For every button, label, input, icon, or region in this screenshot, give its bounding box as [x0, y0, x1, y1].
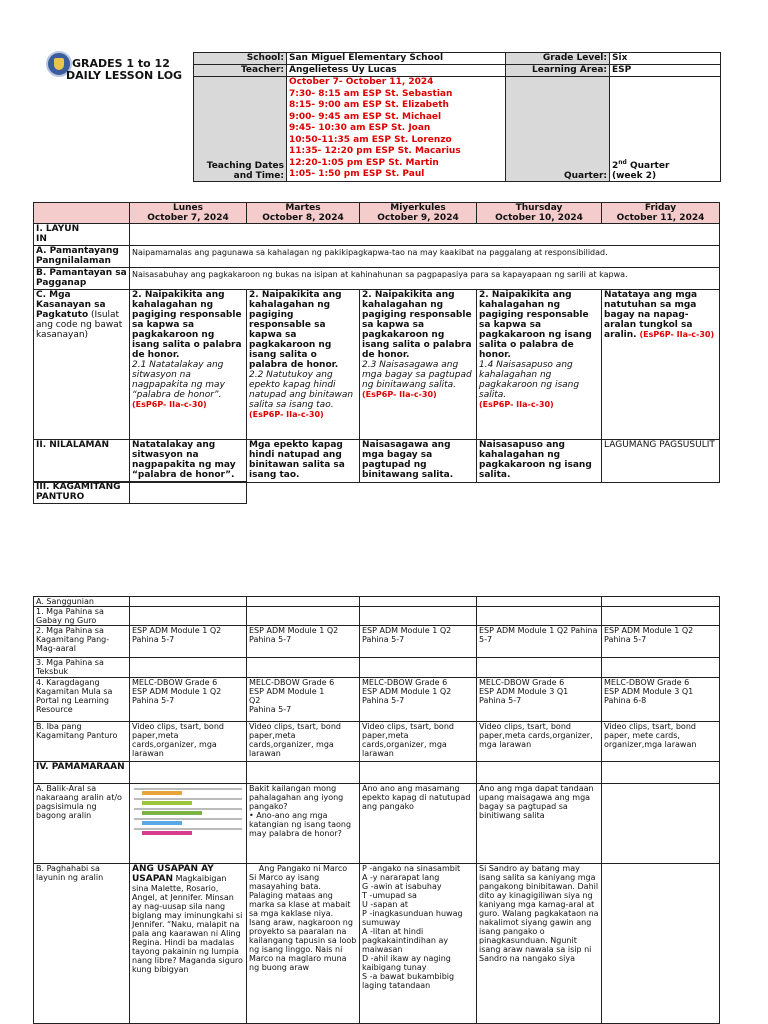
thumbnail-answer-bar [142, 801, 192, 805]
kasanayan-cell-2: 2. Naipakikita ang kahalagahan ng pagiging responsable sa kapwa sa pagkakaroon ng isang salita o palabra de honor. 2.2 Natutukoy ang epekto kapag hindi natupad ang binitawan salita sa isang tao. (EsP6P- IIa-c-30) [247, 290, 360, 440]
karagdagang-cell-5: MELC-DBOW Grade 6 ESP ADM Module 3 Q1 Pahina 6-8 [602, 678, 720, 722]
day-header-2: Martes October 8, 2024 [247, 203, 360, 224]
thumbnail-answer-bar [142, 791, 182, 795]
karagdagang-cell-2: MELC-DBOW Grade 6 ESP ADM Module 1 Q2 Pahina 5-7 [247, 678, 360, 722]
nilalaman-cell-5: LAGUMANG PAGSUSULIT [602, 440, 720, 483]
form-title: GRADES 1 to 12 DAILY LESSON LOG [66, 57, 183, 82]
day-header-5: Friday October 11, 2024 [602, 203, 720, 224]
day-header-1: Lunes October 7, 2024 [130, 203, 247, 224]
iba-cell-2: Video clips, tsart, bond paper,meta cards,organizer, mga larawan [247, 722, 360, 762]
kagamitang-cell-3: ESP ADM Module 1 Q2 Pahina 5-7 [360, 626, 477, 658]
header-blank-cell [34, 203, 130, 224]
iba-cell-4: Video clips, tsart, bond paper,meta cards,organizer, mga larawan [477, 722, 602, 762]
learning-area-value: ESP [610, 65, 721, 77]
layunin-title: I. LAYUN IN [34, 224, 130, 246]
lesson-table-objectives [33, 202, 720, 483]
kagamitan-blank [130, 482, 247, 504]
lesson-table-materials [33, 596, 720, 1024]
nilalaman-cell-1: Natatalakay ang sitwasyon na nagpapakita ng may “palabra de honor”. [130, 440, 247, 483]
nilalaman-cell-2: Mga epekto kapag hindi natupad ang binitawan salita sa isang tao. [247, 440, 360, 483]
kasanayan-cell-4: 2. Naipakikita ang kahalagahan ng pagiging responsable sa kapwa sa pagkakaroon ng isang salita o palabra de honor. 1.4 Naisasapuso ang kahalagahan ng pagkakaroon ng isang salita. (EsP6P- IIa-c-30) [477, 290, 602, 440]
header-table [193, 52, 721, 182]
paghahabi-label: B. Paghahabi sa layunin ng aralin [34, 864, 130, 1024]
kagamitan-row [33, 481, 247, 504]
day-header-4: Thursday October 10, 2024 [477, 203, 602, 224]
iba-cell-1: Video clips, tsart, bond paper,meta cards,organizer, mga larawan [130, 722, 247, 762]
kagamitang-pang-mag-aaral-label: 2. Mga Pahina sa Kagamitang Pang-Mag-aaral [34, 626, 130, 658]
pamamaraan-label: IV. PAMAMARAAN [34, 762, 130, 784]
thumbnail-answer-bar [142, 831, 192, 835]
iba-cell-3: Video clips, tsart, bond paper,meta cards,organizer, mga larawan [360, 722, 477, 762]
paghahabi-cell-3: P -angako na sinasambit A -y nararapat lang G -awin at isabuhay T -umupad sa U -sapan at P -inagkasunduan huwag sumuway A -litan at hindi pagkakaintindihan ay maiwasan D -ahil ikaw ay naging kaibigang tunay S -a bawat bukambibig laging tatandaan [360, 864, 477, 1024]
thumbnail-answer-bar [142, 821, 182, 825]
paghahabi-cell-1: ANG USAPAN AY USAPAN Magkaibigan sina Malette, Rosario, Angel, at Jennifer. Minsan ay nag-uusap sila nang biglang may iminungkahi si Jennifer. “Naku, malapit na pala ang kaarawan ni Aling Regina. Hindi ba madalas tayong pakainin ng lumpia nang libre? Maganda siguro kung bibigyan [130, 864, 247, 1024]
balik-aral-label: A. Balik-Aral sa nakaraang aralin at/o pagsisimula ng bagong aralin [34, 784, 130, 864]
sanggunian-label: A. Sanggunian [34, 597, 130, 607]
balik-aral-cell-2: Bakit kailangan mong pahalagahan ang iyong pangako? • Ano-ano ang mga katangian ng isang taong may palabra de honor? [247, 784, 360, 864]
balik-aral-worksheet-thumbnail [130, 784, 247, 864]
balik-aral-cell-5 [602, 784, 720, 864]
teaching-dates-label: Teaching Dates and Time: [194, 77, 287, 182]
thumbnail-text-line [134, 818, 242, 820]
kagamitang-cell-4: ESP ADM Module 1 Q2 Pahina 5-7 [477, 626, 602, 658]
layunin-blank [130, 224, 720, 246]
kasanayan-label: C. Mga Kasanayan sa Pagkatuto (Isulat ang code ng bawat kasanayan) [34, 290, 130, 440]
nilalaman-cell-4: Naisasapuso ang kahalagahan ng pagkakaroon ng isang salita. [477, 440, 602, 483]
kasanayan-cell-3: 2. Naipakikita ang kahalagahan ng pagiging responsable sa kapwa sa pagkakaroon ng isang salita o palabra de honor. 2.3 Naisasagawa ang mga bagay sa pagtupad ng binitawang salita. (EsP6P- IIa-c-30) [360, 290, 477, 440]
schedule-value: October 7- October 11, 2024 7:30- 8:15 am ESP St. Sebastian 8:15- 9:00 am ESP St. Elizabeth 9:00- 9:45 am ESP St. Michael 9:45- 10:30 am ESP St. Joan 10:50-11:35 am ESP St. Lorenzo 11:35- 12:20 pm ESP St. Macarius 12:20-1:05 pm ESP St. Martin 1:05- 1:50 pm ESP St. Paul [287, 77, 506, 182]
kasanayan-cell-1: 2. Naipakikita ang kahalagahan ng pagiging responsable sa kapwa sa pagkakaroon ng isang salita o palabra de honor. 2.1 Natatalakay ang sitwasyon na nagpapakita ng may “palabra de honor”. (EsP6P- IIa-c-30) [130, 290, 247, 440]
thumbnail-answer-bar [142, 811, 202, 815]
teacher-label: Teacher: [194, 65, 287, 77]
kasanayan-cell-5: Natataya ang mga natutuhan sa mga bagay na napag-aralan tungkol sa aralin. (EsP6P- IIa-c-30) [602, 290, 720, 440]
kagamitan-label: III. KAGAMITANG PANTURO [34, 482, 130, 504]
balik-aral-cell-3: Ano ano ang masamang epekto kapag di natutupad ang pangako [360, 784, 477, 864]
kagamitang-cell-2: ESP ADM Module 1 Q2 Pahina 5-7 [247, 626, 360, 658]
iba-cell-5: Video clips, tsart, bond paper, mete cards, organizer,mga larawan [602, 722, 720, 762]
thumbnail-text-line [134, 788, 242, 790]
kagamitang-cell-1: ESP ADM Module 1 Q2 Pahina 5-7 [130, 626, 247, 658]
iba-pang-kagamitan-label: B. Iba pang Kagamitang Panturo [34, 722, 130, 762]
teksbuk-label: 3. Mga Pahina sa Teksbuk [34, 658, 130, 678]
teacher-value: Angelietess Uy Lucas [287, 65, 506, 77]
school-label: School: [194, 53, 287, 65]
gabay-guro-label: 1. Mga Pahina sa Gabay ng Guro [34, 607, 130, 626]
kagamitang-cell-5: ESP ADM Module 1 Q2 Pahina 5-7 [602, 626, 720, 658]
grade-level-value: Six [610, 53, 721, 65]
nilalaman-cell-3: Naisasagawa ang mga bagay sa pagtupad ng binitawang salita. [360, 440, 477, 483]
pamantayan-pagganap-label: B. Pamantayan sa Pagganap [34, 268, 130, 290]
pamantayang-pangnilalaman-text: Naipamamalas ang pagunawa sa kahalagan ng pakikipagkapwa-tao na may kaakibat na paggalang at responsibilidad. [130, 246, 720, 268]
school-value: San Miguel Elementary School [287, 53, 506, 65]
nilalaman-label: II. NILALAMAN [34, 440, 130, 483]
thumbnail-text-line [134, 798, 242, 800]
pamantayang-pangnilalaman-label: A. Pamantayang Pangnilalaman [34, 246, 130, 268]
grade-level-label: Grade Level: [506, 53, 610, 65]
quarter-value: 2nd Quarter (week 2) [610, 77, 721, 182]
karagdagang-cell-1: MELC-DBOW Grade 6 ESP ADM Module 1 Q2 Pahina 5-7 [130, 678, 247, 722]
karagdagang-kagamitan-label: 4. Karagdagang Kagamitan Mula sa Portal ng Learning Resource [34, 678, 130, 722]
balik-aral-cell-4: Ano ang mga dapat tandaan upang maisagawa ang mga bagay sa pagtupad sa binitiwang salita [477, 784, 602, 864]
karagdagang-cell-3: MELC-DBOW Grade 6 ESP ADM Module 1 Q2 Pahina 5-7 [360, 678, 477, 722]
quarter-label: Quarter: [506, 77, 610, 182]
pamantayan-pagganap-text: Naisasabuhay ang pagkakaroon ng bukas na isipan at kahinahunan sa pagpapasiya para sa kapayapaan ng sarili at kapwa. [130, 268, 720, 290]
thumbnail-text-line [134, 828, 242, 830]
karagdagang-cell-4: MELC-DBOW Grade 6 ESP ADM Module 3 Q1 Pahina 5-7 [477, 678, 602, 722]
paghahabi-cell-2: Ang Pangako ni Marco Si Marco ay isang masayahing bata. Palaging mataas ang marka sa klase at mabait sa mga kaklase niya. Isang araw, nagkaroon ng proyekto sa paaralan na kailangang tapusin sa loob ng isang linggo. Nais ni Marco na maglaro muna ng buong araw [247, 864, 360, 1024]
learning-area-label: Learning Area: [506, 65, 610, 77]
paghahabi-cell-4: Si Sandro ay batang may isang salita sa kaniyang mga pangakong binibitawan. Dahil dito ay kinagigiliwan siya ng kaniyang mga kamag-aral at guro. Walang pagkakataon na nakalimot siyang gawin ang isang pangako o pinagkasunduan. Ngunit isang araw nawala sa isip ni Sandro na nangako siya [477, 864, 602, 1024]
thumbnail-text-line [134, 808, 242, 810]
day-header-3: Miyerkules October 9, 2024 [360, 203, 477, 224]
paghahabi-cell-5 [602, 864, 720, 1024]
